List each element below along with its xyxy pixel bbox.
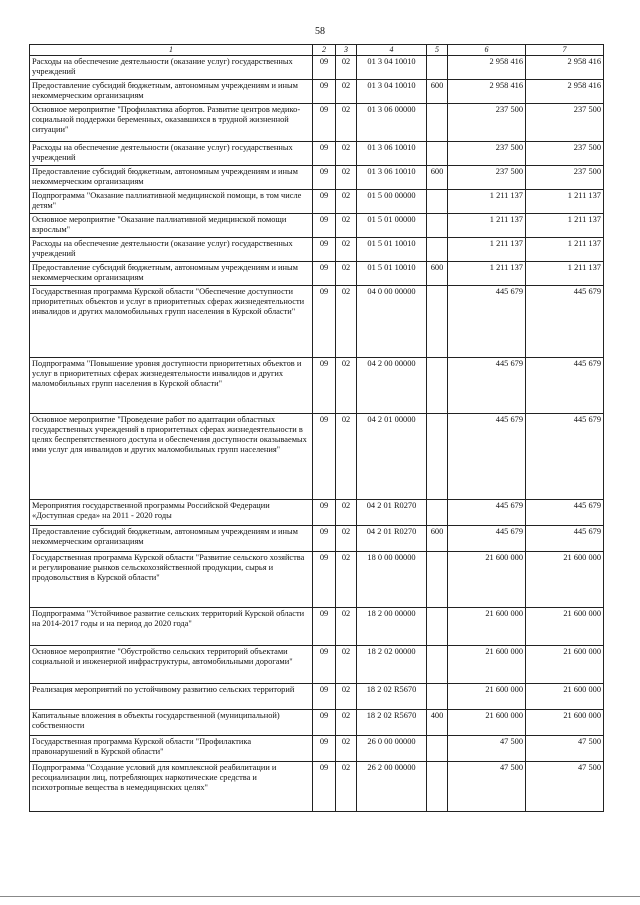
row-target-article: 26 0 00 00000 xyxy=(357,736,427,762)
row-expense-type xyxy=(427,214,448,238)
table-body xyxy=(30,56,604,812)
row-name: Основное мероприятие "Профилактика абортов. Развитие центров медико-социальной поддержки беременных, оказавшихся в трудной жизненной ситуации" xyxy=(30,104,313,142)
row-subsection-code: 02 xyxy=(336,56,357,80)
row-name: Основное мероприятие "Обустройство сельских территорий объектами социальной и инженерной инфраструктуры, автомобильными дорогами" xyxy=(30,646,313,684)
row-amount-year-2: 1 211 137 xyxy=(526,262,604,286)
row-expense-type xyxy=(427,500,448,526)
row-amount-year-1: 445 679 xyxy=(448,358,526,414)
bottom-rule xyxy=(0,896,640,897)
row-amount-year-1: 445 679 xyxy=(448,526,526,552)
row-name: Капитальные вложения в объекты государственной (муниципальной) собственности xyxy=(30,710,313,736)
row-name: Основное мероприятие "Оказание паллиативной медицинской помощи взрослым" xyxy=(30,214,313,238)
header-col-1: 1 xyxy=(30,45,313,56)
budget-table xyxy=(29,44,604,812)
table-row xyxy=(30,286,604,358)
table-row xyxy=(30,526,604,552)
row-amount-year-2: 47 500 xyxy=(526,762,604,812)
table-row xyxy=(30,262,604,286)
row-section-code: 09 xyxy=(313,262,336,286)
row-amount-year-2: 21 600 000 xyxy=(526,608,604,646)
row-amount-year-2: 21 600 000 xyxy=(526,710,604,736)
row-target-article: 01 5 00 00000 xyxy=(357,190,427,214)
row-amount-year-1: 445 679 xyxy=(448,286,526,358)
row-section-code: 09 xyxy=(313,552,336,608)
row-amount-year-2: 2 958 416 xyxy=(526,56,604,80)
row-amount-year-2: 445 679 xyxy=(526,358,604,414)
row-expense-type: 400 xyxy=(427,710,448,736)
row-section-code: 09 xyxy=(313,56,336,80)
row-expense-type xyxy=(427,286,448,358)
row-name: Подпрограмма "Создание условий для комплексной реабилитации и ресоциализации лиц, потребляющих наркотические средства и психотропные вещества в немедицинских целях" xyxy=(30,762,313,812)
row-expense-type xyxy=(427,238,448,262)
row-amount-year-2: 2 958 416 xyxy=(526,80,604,104)
row-amount-year-1: 237 500 xyxy=(448,142,526,166)
row-amount-year-2: 21 600 000 xyxy=(526,684,604,710)
table-row xyxy=(30,166,604,190)
row-amount-year-1: 237 500 xyxy=(448,104,526,142)
row-target-article: 04 2 01 R0270 xyxy=(357,500,427,526)
row-subsection-code: 02 xyxy=(336,286,357,358)
row-amount-year-1: 21 600 000 xyxy=(448,646,526,684)
table-row xyxy=(30,142,604,166)
row-target-article: 18 2 00 00000 xyxy=(357,608,427,646)
row-expense-type xyxy=(427,552,448,608)
row-amount-year-2: 21 600 000 xyxy=(526,552,604,608)
row-name: Предоставление субсидий бюджетным, автономным учреждениям и иным некоммерческим организациям xyxy=(30,526,313,552)
row-name: Предоставление субсидий бюджетным, автономным учреждениям и иным некоммерческим организациям xyxy=(30,262,313,286)
row-amount-year-2: 445 679 xyxy=(526,414,604,500)
row-subsection-code: 02 xyxy=(336,358,357,414)
row-section-code: 09 xyxy=(313,104,336,142)
row-subsection-code: 02 xyxy=(336,190,357,214)
row-amount-year-2: 47 500 xyxy=(526,736,604,762)
row-amount-year-2: 237 500 xyxy=(526,166,604,190)
row-expense-type xyxy=(427,142,448,166)
row-expense-type xyxy=(427,56,448,80)
row-target-article: 04 2 00 00000 xyxy=(357,358,427,414)
row-amount-year-2: 445 679 xyxy=(526,526,604,552)
row-section-code: 09 xyxy=(313,142,336,166)
table-row xyxy=(30,238,604,262)
table-row xyxy=(30,80,604,104)
table-row xyxy=(30,500,604,526)
row-subsection-code: 02 xyxy=(336,608,357,646)
row-expense-type xyxy=(427,762,448,812)
row-target-article: 01 3 04 10010 xyxy=(357,80,427,104)
row-amount-year-2: 1 211 137 xyxy=(526,238,604,262)
row-target-article: 04 2 01 00000 xyxy=(357,414,427,500)
row-amount-year-1: 237 500 xyxy=(448,166,526,190)
row-section-code: 09 xyxy=(313,500,336,526)
row-expense-type xyxy=(427,646,448,684)
row-name: Подпрограмма "Повышение уровня доступности приоритетных объектов и услуг в приоритетных сферах жизнедеятельности инвалидов и других маломобильных групп населения в Курской области" xyxy=(30,358,313,414)
row-amount-year-2: 237 500 xyxy=(526,142,604,166)
row-subsection-code: 02 xyxy=(336,80,357,104)
row-section-code: 09 xyxy=(313,710,336,736)
row-section-code: 09 xyxy=(313,166,336,190)
row-name: Предоставление субсидий бюджетным, автономным учреждениям и иным некоммерческим организациям xyxy=(30,80,313,104)
row-subsection-code: 02 xyxy=(336,710,357,736)
table-row xyxy=(30,56,604,80)
row-target-article: 01 3 04 10010 xyxy=(357,56,427,80)
row-amount-year-1: 1 211 137 xyxy=(448,238,526,262)
table-row xyxy=(30,414,604,500)
row-expense-type xyxy=(427,358,448,414)
table-row xyxy=(30,762,604,812)
row-amount-year-2: 445 679 xyxy=(526,286,604,358)
row-amount-year-2: 21 600 000 xyxy=(526,646,604,684)
row-subsection-code: 02 xyxy=(336,238,357,262)
table-row xyxy=(30,104,604,142)
row-name: Расходы на обеспечение деятельности (оказание услуг) государственных учреждений xyxy=(30,142,313,166)
row-section-code: 09 xyxy=(313,414,336,500)
row-target-article: 04 0 00 00000 xyxy=(357,286,427,358)
row-subsection-code: 02 xyxy=(336,646,357,684)
row-amount-year-1: 21 600 000 xyxy=(448,608,526,646)
row-target-article: 01 5 01 10010 xyxy=(357,262,427,286)
header-col-3: 3 xyxy=(336,45,357,56)
row-subsection-code: 02 xyxy=(336,526,357,552)
row-section-code: 09 xyxy=(313,608,336,646)
header-col-4: 4 xyxy=(357,45,427,56)
table-row xyxy=(30,358,604,414)
row-section-code: 09 xyxy=(313,526,336,552)
row-name: Государственная программа Курской области "Профилактика правонарушений в Курской области" xyxy=(30,736,313,762)
row-subsection-code: 02 xyxy=(336,736,357,762)
row-name: Государственная программа Курской области "Обеспечение доступности приоритетных объектов и услуг в приоритетных сферах жизнедеятельности инвалидов и других маломобильных групп населения в Курской области" xyxy=(30,286,313,358)
page-number: 58 xyxy=(315,26,325,37)
row-amount-year-2: 445 679 xyxy=(526,500,604,526)
row-subsection-code: 02 xyxy=(336,684,357,710)
table-row xyxy=(30,684,604,710)
row-section-code: 09 xyxy=(313,736,336,762)
row-amount-year-1: 21 600 000 xyxy=(448,710,526,736)
row-name: Расходы на обеспечение деятельности (оказание услуг) государственных учреждений xyxy=(30,56,313,80)
row-target-article: 18 0 00 00000 xyxy=(357,552,427,608)
row-expense-type xyxy=(427,608,448,646)
row-target-article: 18 2 02 00000 xyxy=(357,646,427,684)
row-amount-year-2: 237 500 xyxy=(526,104,604,142)
row-expense-type xyxy=(427,414,448,500)
row-subsection-code: 02 xyxy=(336,104,357,142)
row-section-code: 09 xyxy=(313,286,336,358)
row-section-code: 09 xyxy=(313,238,336,262)
row-target-article: 04 2 01 R0270 xyxy=(357,526,427,552)
row-amount-year-1: 445 679 xyxy=(448,500,526,526)
row-amount-year-2: 1 211 137 xyxy=(526,214,604,238)
row-section-code: 09 xyxy=(313,190,336,214)
row-expense-type xyxy=(427,684,448,710)
row-amount-year-1: 47 500 xyxy=(448,762,526,812)
table-row xyxy=(30,552,604,608)
row-name: Реализация мероприятий по устойчивому развитию сельских территорий xyxy=(30,684,313,710)
row-target-article: 01 3 06 10010 xyxy=(357,142,427,166)
row-target-article: 01 5 01 00000 xyxy=(357,214,427,238)
row-subsection-code: 02 xyxy=(336,762,357,812)
table-row xyxy=(30,646,604,684)
row-amount-year-1: 2 958 416 xyxy=(448,80,526,104)
row-amount-year-2: 1 211 137 xyxy=(526,190,604,214)
row-name: Мероприятия государственной программы Российской Федерации «Доступная среда» на 2011 - 2020 годы xyxy=(30,500,313,526)
row-amount-year-1: 21 600 000 xyxy=(448,552,526,608)
row-amount-year-1: 47 500 xyxy=(448,736,526,762)
row-expense-type xyxy=(427,104,448,142)
row-amount-year-1: 1 211 137 xyxy=(448,262,526,286)
row-target-article: 01 5 01 10010 xyxy=(357,238,427,262)
row-target-article: 18 2 02 R5670 xyxy=(357,710,427,736)
row-name: Подпрограмма "Устойчивое развитие сельских территорий Курской области на 2014-2017 годы и на период до 2020 года" xyxy=(30,608,313,646)
row-section-code: 09 xyxy=(313,214,336,238)
row-amount-year-1: 1 211 137 xyxy=(448,214,526,238)
row-section-code: 09 xyxy=(313,646,336,684)
row-name: Государственная программа Курской области "Развитие сельского хозяйства и регулирование рынков сельскохозяйственной продукции, сырья и продовольствия в Курской области" xyxy=(30,552,313,608)
row-subsection-code: 02 xyxy=(336,414,357,500)
row-subsection-code: 02 xyxy=(336,214,357,238)
row-target-article: 18 2 02 R5670 xyxy=(357,684,427,710)
row-name: Основное мероприятие "Проведение работ по адаптации областных государственных учреждений в приоритетных сферах жизнедеятельности в целях беспрепятственного доступа и обеспечения доступности оказываемых ими услуг для инвалидов и других маломобильных групп населения" xyxy=(30,414,313,500)
row-subsection-code: 02 xyxy=(336,262,357,286)
row-section-code: 09 xyxy=(313,684,336,710)
row-subsection-code: 02 xyxy=(336,142,357,166)
row-amount-year-1: 21 600 000 xyxy=(448,684,526,710)
row-expense-type: 600 xyxy=(427,262,448,286)
row-expense-type xyxy=(427,190,448,214)
row-expense-type: 600 xyxy=(427,526,448,552)
row-target-article: 01 3 06 10010 xyxy=(357,166,427,190)
header-col-2: 2 xyxy=(313,45,336,56)
row-section-code: 09 xyxy=(313,80,336,104)
row-subsection-code: 02 xyxy=(336,500,357,526)
table-row xyxy=(30,190,604,214)
header-col-6: 6 xyxy=(448,45,526,56)
row-expense-type: 600 xyxy=(427,166,448,190)
row-amount-year-1: 1 211 137 xyxy=(448,190,526,214)
row-target-article: 01 3 06 00000 xyxy=(357,104,427,142)
row-target-article: 26 2 00 00000 xyxy=(357,762,427,812)
row-name: Расходы на обеспечение деятельности (оказание услуг) государственных учреждений xyxy=(30,238,313,262)
header-row xyxy=(30,45,604,56)
table-row xyxy=(30,710,604,736)
row-amount-year-1: 2 958 416 xyxy=(448,56,526,80)
row-section-code: 09 xyxy=(313,762,336,812)
row-expense-type xyxy=(427,736,448,762)
row-section-code: 09 xyxy=(313,358,336,414)
table-row xyxy=(30,608,604,646)
table-row xyxy=(30,214,604,238)
row-expense-type: 600 xyxy=(427,80,448,104)
row-subsection-code: 02 xyxy=(336,166,357,190)
row-name: Подпрограмма "Оказание паллиативной медицинской помощи, в том числе детям" xyxy=(30,190,313,214)
row-amount-year-1: 445 679 xyxy=(448,414,526,500)
header-col-5: 5 xyxy=(427,45,448,56)
header-col-7: 7 xyxy=(526,45,604,56)
table-row xyxy=(30,736,604,762)
row-name: Предоставление субсидий бюджетным, автономным учреждениям и иным некоммерческим организациям xyxy=(30,166,313,190)
row-subsection-code: 02 xyxy=(336,552,357,608)
